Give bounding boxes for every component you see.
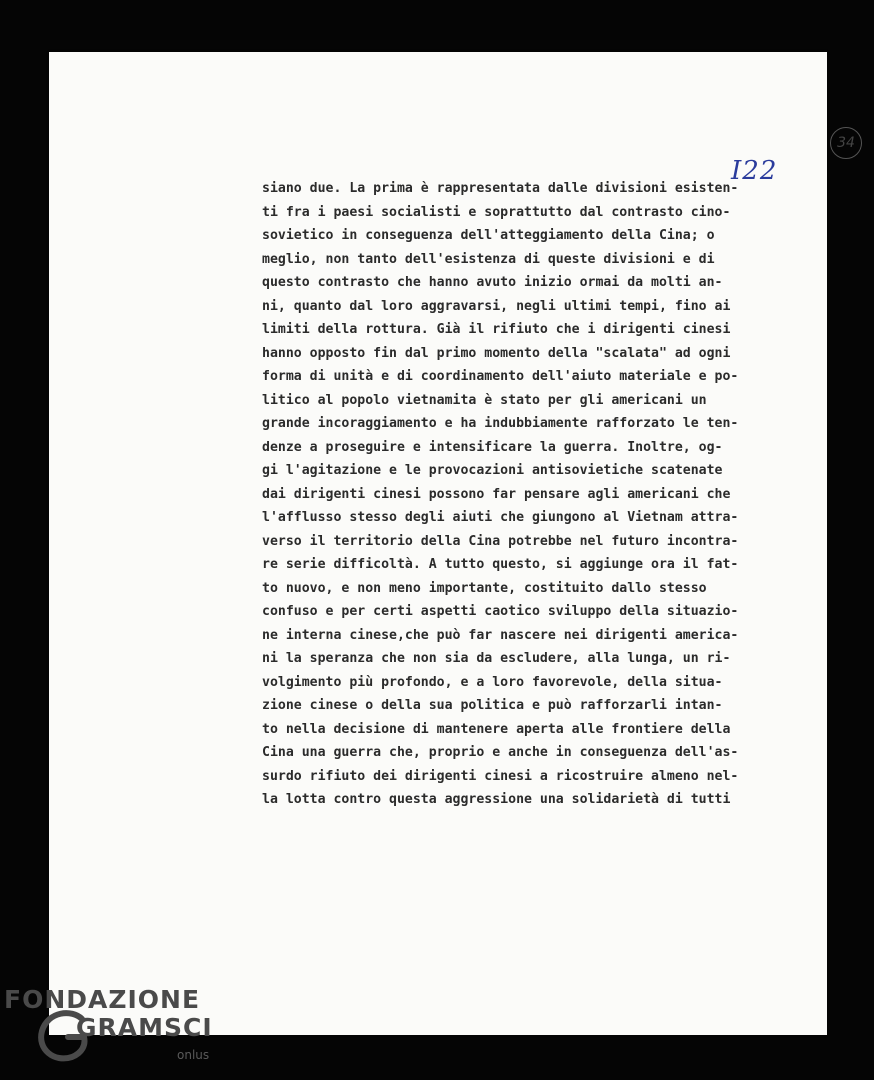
text-line: meglio, non tanto dell'esistenza di queste divisioni e di [262, 251, 715, 267]
text-line: verso il territorio della Cina potrebbe nel futuro incontra- [262, 533, 739, 549]
text-line: la lotta contro questa aggressione una solidarietà di tutti [262, 792, 731, 807]
logo-line2: GRAMSCI [76, 1013, 213, 1042]
text-line: ni, quanto dal loro aggravarsi, negli ultimi tempi, fino ai [262, 298, 731, 314]
text-line: ne interna cinese,che può far nascere nei dirigenti america- [262, 627, 739, 643]
page-number-text: 34 [837, 135, 855, 151]
text-line: l'afflusso stesso degli aiuti che giungono al Vietnam attra- [262, 510, 739, 525]
text-line: gi l'agitazione e le provocazioni antisovietiche scatenate [262, 463, 723, 478]
text-line: denze a proseguire e intensificare la guerra. Inoltre, og- [262, 439, 723, 455]
text-line: grande incoraggiamento e ha indubbiamente rafforzato le ten- [262, 416, 739, 431]
archive-code: I22 [731, 156, 778, 186]
text-line: ti fra i paesi socialisti e soprattutto dal contrasto cino- [262, 204, 731, 220]
text-line: volgimento più profondo, e a loro favorevole, della situa- [262, 674, 723, 690]
typed-text-body [262, 177, 807, 812]
text-line: forma di unità e di coordinamento dell'aiuto materiale e po- [262, 369, 739, 384]
logo-line1: FONDAZIONE [4, 985, 201, 1014]
text-line: confuso e per certi aspetti caotico sviluppo della situazio- [262, 604, 739, 619]
text-line: to nella decisione di mantenere aperta alle frontiere della [262, 721, 731, 737]
page-number [830, 127, 862, 159]
text-line: Cina una guerra che, proprio e anche in conseguenza dell'as- [262, 745, 739, 760]
text-line: sovietico in conseguenza dell'atteggiamento della Cina; o [262, 228, 715, 243]
logo-suffix: onlus [177, 1048, 210, 1062]
fondazione-gramsci-logo [4, 985, 234, 1075]
text-line: re serie difficoltà. A tutto questo, si aggiunge ora il fat- [262, 557, 739, 572]
text-line: questo contrasto che hanno avuto inizio ormai da molti an- [262, 275, 723, 290]
text-line: dai dirigenti cinesi possono far pensare agli americani che [262, 486, 731, 502]
text-line: to nuovo, e non meno importante, costituito dallo stesso [262, 580, 707, 596]
text-line: litico al popolo vietnamita è stato per gli americani un [262, 392, 707, 408]
text-line: limiti della rottura. Già il rifiuto che i dirigenti cinesi [262, 322, 731, 337]
text-line: ni la speranza che non sia da escludere, alla lunga, un ri- [262, 651, 731, 666]
text-line: surdo rifiuto dei dirigenti cinesi a ricostruire almeno nel- [262, 768, 739, 784]
text-line: hanno opposto fin dal primo momento della "scalata" ad ogni [262, 345, 731, 361]
text-line: zione cinese o della sua politica e può rafforzarli intan- [262, 698, 723, 713]
text-line: siano due. La prima è rappresentata dalle divisioni esisten- [262, 181, 739, 196]
